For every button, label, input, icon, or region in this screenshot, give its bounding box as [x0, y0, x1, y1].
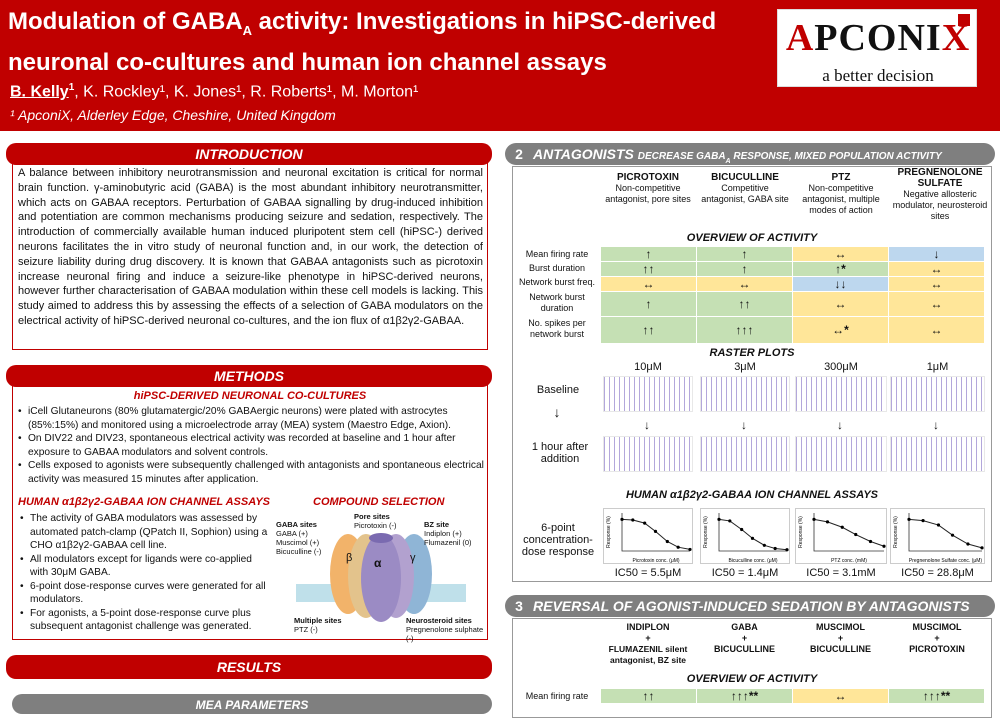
ion-channel-title: HUMAN α1β2γ2-GABAA ION CHANNEL ASSAYS [625, 489, 878, 501]
conc-pregnenolone: 1μM [926, 361, 949, 373]
conc-ptz: 300μM [824, 361, 858, 373]
data-point [740, 528, 743, 531]
ic50-bicuculline: IC50 = 1.4μM [711, 567, 779, 579]
cell-picrotoxin-bd: ↑↑ [601, 262, 696, 276]
col-header-pregnenolone: PREGNENOLONE SULFATE Negative allosteric modulator, neurosteroid sites [892, 167, 988, 221]
center-subunit [361, 534, 401, 622]
bz-site-label: BZ site Indiplon (+) Flumazenil (0) [424, 520, 472, 547]
data-point [631, 518, 634, 521]
cell-ptz-bd: ↑* [793, 262, 888, 276]
mea-parameters-banner: MEA PARAMETERS [12, 694, 492, 714]
data-point [717, 518, 720, 521]
dose-response-svg [891, 509, 986, 565]
data-point [677, 546, 680, 549]
data-point [907, 518, 910, 521]
row-label: No. spikes per network burst [528, 318, 586, 339]
dose-response-curve [814, 519, 884, 546]
cell-ptz-mfr: ↔ [793, 247, 888, 261]
y-axis-label: Response (%) [606, 516, 612, 548]
row-label: Network burst freq. [518, 277, 596, 287]
s3-cell-muscimol-picro: ↑↑↑** [889, 689, 984, 703]
neurosteroid-sites-label: Neurosteroid sites Pregnenolone sulphate (-) [406, 616, 484, 643]
cell-preg-bd: ↔ [889, 262, 984, 276]
ic50-picrotoxin: IC50 = 5.5μM [614, 567, 682, 579]
results-banner: RESULTS [6, 655, 492, 679]
dose-response-label: 6-point concentration-dose response [521, 522, 595, 558]
col-header-ptz: PTZ Non-competitive antagonist, multiple modes of action [802, 172, 880, 215]
raster-baseline-ptz [795, 376, 887, 412]
x-axis-label: Picrotoxin conc. (μM) [632, 558, 680, 564]
data-point [763, 544, 766, 547]
section2-banner: 2 ANTAGONISTS DECREASE $GABA_A$ RESPONSE, MIXED POPULATION ACTIVITY [505, 143, 995, 165]
raster-baseline-picrotoxin [603, 376, 693, 412]
arrow-down-icon: ↓ [837, 418, 843, 432]
after-label: 1 hour after addition [531, 441, 589, 465]
cell-bicuculline-nbf: ↔ [697, 277, 792, 291]
y-axis-label: Response (%) [893, 516, 899, 548]
dose-response-curve [622, 519, 690, 549]
row-label: Mean firing rate [525, 249, 589, 259]
raster-after-picrotoxin [603, 436, 693, 472]
gaba-sites-label: GABA sites GABA (+) Muscimol (+) Bicuculline (-) [276, 520, 322, 556]
cell-preg-spikes: ↔ [889, 317, 984, 343]
s3-cell-gaba: ↑↑↑** [697, 689, 792, 703]
s3-row-label: Mean firing rate [525, 691, 589, 701]
data-point [688, 548, 691, 551]
cell-picrotoxin-nbf: ↔ [601, 277, 696, 291]
gamma-label: γ [410, 552, 416, 564]
row-label: Burst duration [528, 263, 586, 273]
dose-response-chart-0 [603, 508, 693, 564]
s3-cell-muscimol-bic: ↔ [793, 689, 888, 703]
s3-cell-indiplon: ↑↑ [601, 689, 696, 703]
raster-baseline-bicuculline [700, 376, 790, 412]
beta-label: β [346, 552, 353, 564]
arrow-down-icon: ↓ [933, 418, 939, 432]
data-point [774, 547, 777, 550]
methods-bullets-2 [20, 512, 270, 634]
raster-after-ptz [795, 436, 887, 472]
authors: B. Kelly$^1$, K. Rockley¹, K. Jones¹, R. Roberts¹, M. Morton¹ [10, 82, 419, 101]
data-point [620, 518, 623, 521]
s3-col-indiplon: INDIPLON + FLUMAZENIL silent antagonist, BZ site [608, 622, 688, 665]
list-item: • For agonists, a 5-point dose-response curve plus subsequent antagonist challenge was generated. [20, 607, 270, 634]
multiple-sites-label: Multiple sites PTZ (-) [294, 616, 342, 634]
alpha-label: α [374, 556, 382, 570]
cell-preg-mfr: ↓ [889, 247, 984, 261]
cell-bicuculline-spikes: ↑↑↑ [697, 317, 792, 343]
chart-axes [814, 513, 884, 551]
cell-picrotoxin-nbd: ↑ [601, 292, 696, 316]
pore-opening [369, 533, 393, 543]
dose-response-chart-2 [795, 508, 887, 564]
apconix-logo [777, 9, 977, 87]
data-point [654, 530, 657, 533]
conc-picrotoxin: 10μM [634, 361, 662, 373]
col-header-bicuculline: BICUCULLINE Competitive antagonist, GABA site [701, 172, 789, 204]
y-axis-label: Response (%) [798, 516, 804, 548]
data-point [643, 522, 646, 525]
logo-tagline: a better decision [822, 66, 934, 85]
list-item: • All modulators except for ligands were co-applied with 30μM GABA. [20, 553, 270, 580]
raster-title: RASTER PLOTS [709, 347, 795, 359]
cell-bicuculline-bd: ↑ [697, 262, 792, 276]
dose-response-curve [909, 519, 982, 548]
s3-col-muscimol-picro: MUSCIMOL + PICROTOXIN [909, 622, 965, 654]
methods-sub-ion: HUMAN α1β2γ2-GABAA ION CHANNEL ASSAYS [18, 496, 271, 508]
data-point [980, 546, 983, 549]
methods-bullets-1 [18, 405, 484, 486]
cell-ptz-nbd: ↔ [793, 292, 888, 316]
cell-picrotoxin-mfr: ↑ [601, 247, 696, 261]
dose-response-svg [796, 509, 888, 565]
cell-ptz-nbf: ↓↓ [793, 277, 888, 291]
data-point [666, 540, 669, 543]
down-arrow-label: ↓ [553, 404, 561, 420]
s3-col-muscimol-bic: MUSCIMOL + BICUCULLINE [810, 622, 871, 654]
receptor-diagram [276, 512, 486, 643]
conc-bicuculline: 3μM [734, 361, 756, 373]
data-point [921, 519, 924, 522]
data-point [841, 526, 844, 529]
s3-col-gaba: GABA + BICUCULLINE [714, 622, 775, 654]
poster-title: Modulation of $GABA_A$ activity: Investigations in hiPSC-derived neuronal co-cultures and human ion channel assays [8, 8, 717, 76]
dose-response-chart-1 [700, 508, 790, 564]
baseline-label: Baseline [536, 384, 580, 396]
ic50-pregnenolone: IC50 = 28.8μM [901, 567, 974, 579]
dose-response-chart-3 [890, 508, 985, 564]
methods-sub-compound: COMPOUND SELECTION [313, 496, 445, 508]
dose-response-svg [701, 509, 791, 565]
logo-wordmark: APCONIX [785, 17, 971, 59]
methods-sub-cocultures: hiPSC-DERIVED NEURONAL CO-CULTURES [133, 390, 367, 402]
col-header-picrotoxin: PICROTOXIN Non-competitive antagonist, pore sites [605, 172, 691, 204]
section3-banner: 3 REVERSAL OF AGONIST-INDUCED SEDATION BY ANTAGONISTS [505, 595, 995, 617]
cell-bicuculline-mfr: ↑ [697, 247, 792, 261]
row-label: Network burst duration [529, 292, 585, 313]
dose-response-svg [604, 509, 694, 565]
affiliation: ¹ ApconiX, Alderley Edge, Cheshire, United Kingdom [10, 107, 336, 123]
ic50-ptz: IC50 = 3.1mM [806, 567, 876, 579]
cell-preg-nbd: ↔ [889, 292, 984, 316]
raster-baseline-pregnenolone [890, 376, 985, 412]
cell-bicuculline-nbd: ↑↑ [697, 292, 792, 316]
dose-response-curve [719, 519, 787, 549]
section2-overview-title: OVERVIEW OF ACTIVITY [686, 232, 818, 244]
data-point [785, 548, 788, 551]
list-item: • iCell Glutaneurons (80% glutamatergic/20% GABAergic neurons) were plated with astrocytes (85%:15%) and monitored using a microelectrode array (MEA) system (Maestro Edge, Axion). [18, 405, 484, 432]
data-point [826, 520, 829, 523]
raster-after-pregnenolone [890, 436, 985, 472]
cell-preg-nbf: ↔ [889, 277, 984, 291]
data-point [751, 537, 754, 540]
data-point [937, 523, 940, 526]
x-axis-label: Bicuculline conc. (μM) [728, 558, 778, 564]
x-axis-label: PTZ conc. (mM) [831, 558, 867, 564]
data-point [812, 518, 815, 521]
intro-banner: INTRODUCTION [6, 143, 492, 165]
y-axis-label: Response (%) [703, 516, 709, 548]
x-axis-label: Pregnenolone Sulfate conc. (μM) [908, 558, 983, 564]
cell-ptz-spikes: ↔* [793, 317, 888, 343]
chart-axes [719, 513, 787, 551]
section3-overview-title: OVERVIEW OF ACTIVITY [686, 673, 818, 685]
data-point [728, 519, 731, 522]
intro-text: A balance between inhibitory neurotransmission and neuronal excitation is critical for normal brain function. γ-aminobutyric acid (GABA) is the most abundant inhibitory neurotransmitter, which acts on GABAA receptors. Perturbation of GABAA signalling by drug-induced inhibition and potentiation are common mechanisms producing seizure and sedation, respectively. The introduction of commercially available human induced pluripotent stem cell (hiPSC-) derived neurons facilitates the in vitro study of neuronal function and, in our work, the detection of seizure liability during drug discovery. It is known that GABAA antagonists such as picrotoxin increase neuronal firing and induce a seizure-like phenotype in hiPSC-derived neurons, however further characterisation of GABAA modulation within these cell models is lacking. This study aimed to address this by assessing the effects of a selection of GABA modulators on the electrical activity of hiPSC-derived neuronal co-cultures, and the ion flux of α1β2γ2-GABAA. [18, 167, 483, 327]
arrow-down-icon: ↓ [644, 418, 650, 432]
pore-sites-label: Pore sites Picrotoxin (-) [354, 512, 397, 530]
raster-after-bicuculline [700, 436, 790, 472]
data-point [869, 540, 872, 543]
data-point [882, 545, 885, 548]
list-item: • The activity of GABA modulators was assessed by automated patch-clamp (QPatch II, Sophion) using a CHO α1β2γ2-GABAA cell line. [20, 512, 270, 553]
data-point [951, 534, 954, 537]
methods-banner: METHODS [6, 365, 492, 387]
poster-header [0, 0, 1000, 131]
list-item: • 6-point dose-response curves were generated for all modulators. [20, 580, 270, 607]
data-point [966, 542, 969, 545]
arrow-down-icon: ↓ [741, 418, 747, 432]
list-item: • On DIV22 and DIV23, spontaneous electrical activity was recorded at baseline and 1 hour after exposure to GABAA modulators and solvent controls. [18, 432, 484, 459]
list-item: • Cells exposed to agonists were subsequently challenged with antagonists and spontaneous electrical activity was measured 15 minutes after application. [18, 459, 484, 486]
cell-picrotoxin-spikes: ↑↑ [601, 317, 696, 343]
data-point [854, 533, 857, 536]
